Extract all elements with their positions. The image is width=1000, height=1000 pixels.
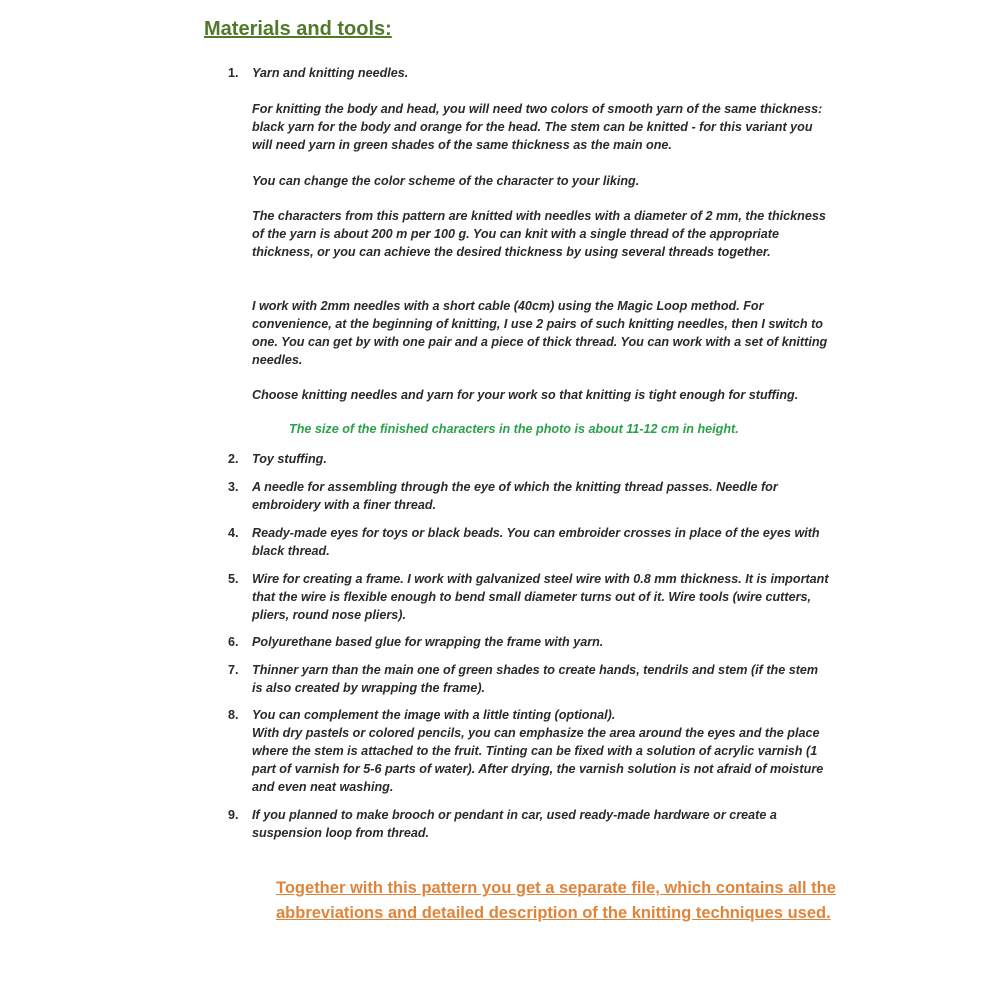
item-number: 8.: [228, 708, 239, 722]
item-text: Polyurethane based glue for wrapping the frame with yarn.: [252, 635, 604, 649]
item-number: 5.: [228, 572, 239, 586]
paragraph-tight-knitting: Choose knitting needles and yarn for your work so that knitting is tight enough for stuffing.: [252, 388, 799, 402]
item-number: 7.: [228, 663, 239, 677]
section-heading: Materials and tools:: [204, 18, 392, 40]
item-number: 9.: [228, 808, 239, 822]
item-text: If you planned to make brooch or pendant in car, used ready-made hardware or create a suspension loop from thread.: [252, 808, 777, 840]
item-text-line2: With dry pastels or colored pencils, you can emphasize the area around the eyes and the place where the stem is attached to the fruit. Tinting can be fixed with a solution of acrylic varnish (1 part of varnish for 5-6 parts of water). After drying, the varnish solution is not afraid of moisture and even neat washing.: [252, 726, 824, 794]
item-number: 6.: [228, 635, 239, 649]
item-text-line1: You can complement the image with a little tinting (optional).: [252, 708, 616, 722]
size-note: The size of the finished characters in the photo is about 11-12 cm in height.: [289, 422, 739, 436]
paragraph-color-scheme: You can change the color scheme of the character to your liking.: [252, 174, 640, 188]
footer-note: Together with this pattern you get a separate file, which contains all the abbreviations and detailed description of the knitting techniques used.: [276, 879, 836, 922]
item-number: 4.: [228, 526, 239, 540]
item-text: Ready-made eyes for toys or black beads. You can embroider crosses in place of the eyes with black thread.: [252, 526, 820, 558]
item-text: A needle for assembling through the eye of which the knitting thread passes. Needle for embroidery with a finer thread.: [252, 480, 778, 512]
item-text: Yarn and knitting needles.: [252, 66, 409, 80]
item-number: 2.: [228, 452, 239, 466]
paragraph-yarn-colors: For knitting the body and head, you will need two colors of smooth yarn of the same thickness: black yarn for the body and orange for the head. The stem can be knitted - for this variant you will need yarn in green shades of the same thickness as the main one.: [252, 102, 823, 152]
item-text: Wire for creating a frame. I work with galvanized steel wire with 0.8 mm thickness. It is important that the wire is flexible enough to bend small diameter turns out of it. Wire tools (wire cutters, pliers, round nose pliers).: [252, 572, 829, 622]
paragraph-magic-loop: I work with 2mm needles with a short cable (40cm) using the Magic Loop method. For convenience, at the beginning of knitting, I use 2 pairs of such knitting needles, then I switch to one. You can get by with one pair and a piece of thick thread. You can work with a set of knitting needles.: [252, 299, 828, 367]
item-text: Thinner yarn than the main one of green shades to create hands, tendrils and stem (if the stem is also created by wrapping the frame).: [252, 663, 819, 695]
item-number: 1.: [228, 66, 239, 80]
item-text: [252, 706, 832, 796]
item-text: Toy stuffing.: [252, 452, 327, 466]
paragraph-needles: The characters from this pattern are knitted with needles with a diameter of 2 mm, the thickness of the yarn is about 200 m per 100 g. You can knit with a single thread of the appropriate thickness, or you can achieve the desired thickness by using several threads together.: [252, 209, 826, 259]
item-number: 3.: [228, 480, 239, 494]
